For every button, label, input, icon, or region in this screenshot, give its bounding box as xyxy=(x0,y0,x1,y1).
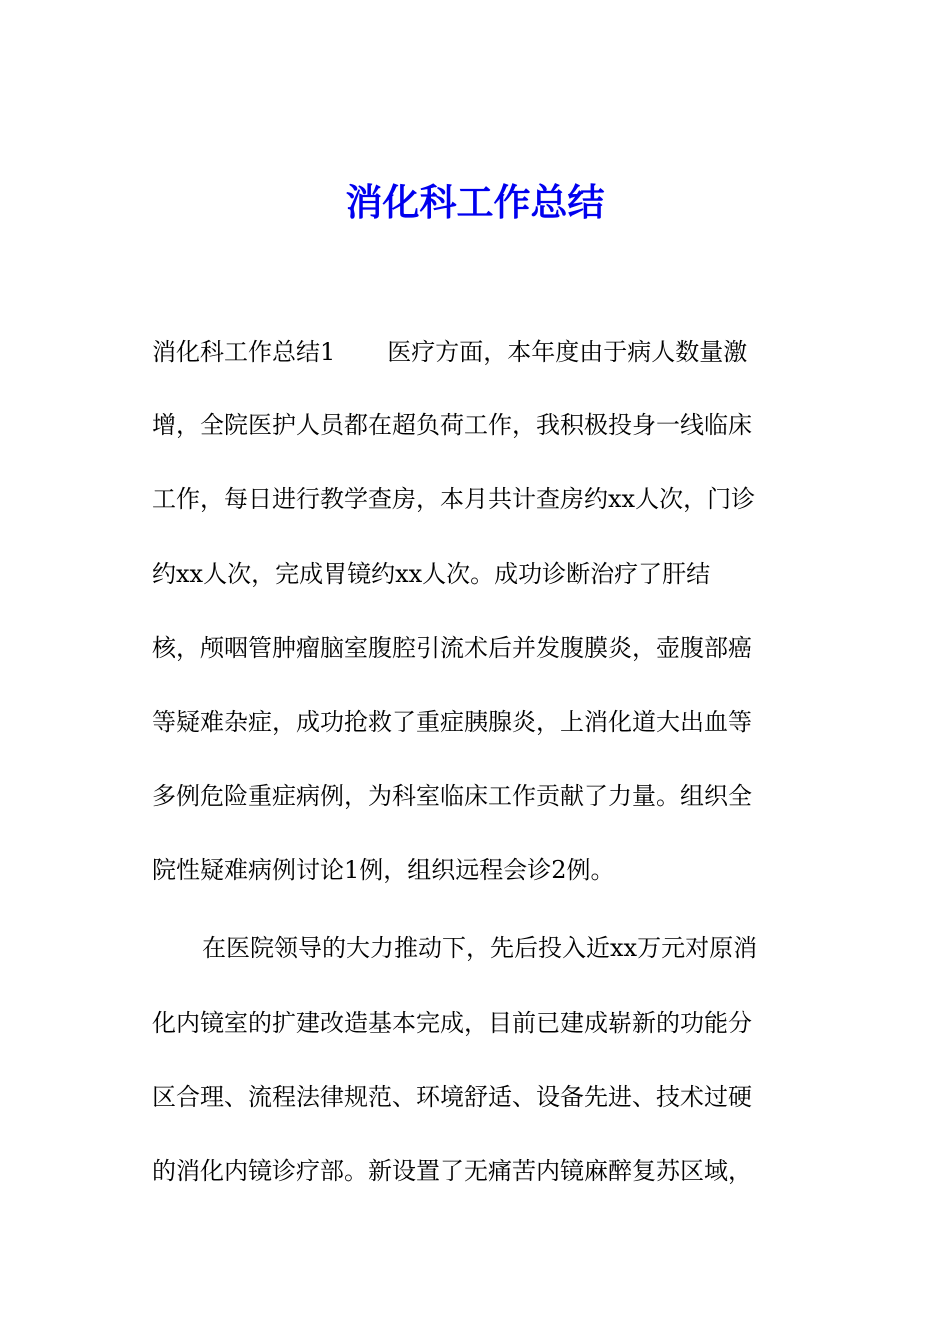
paragraph-1-line-5: 核，颅咽管肿瘤脑室腹腔引流术后并发腹膜炎，壶腹部癌 xyxy=(152,634,752,662)
paragraph-1-line-7: 多例危险重症病例，为科室临床工作贡献了力量。组织全 xyxy=(152,782,752,810)
paragraph-1-line-8: 院性疑难病例讨论1例，组织远程会诊2例。 xyxy=(152,856,615,884)
paragraph-1-line-1 xyxy=(152,334,812,370)
paragraph-2-first-line-text: 在医院领导的大力推动下，先后投入近xx万元对原消 xyxy=(202,934,758,962)
paragraph-2-line-3: 区合理、流程法律规范、环境舒适、设备先进、技术过硬 xyxy=(152,1083,752,1111)
paragraph-1-line-6: 等疑难杂症，成功抢救了重症胰腺炎，上消化道大出血等 xyxy=(152,708,752,736)
document-title: 消化科工作总结 xyxy=(345,180,605,224)
paragraph-1-line-3: 工作，每日进行教学查房，本月共计查房约xx人次，门诊 xyxy=(152,485,756,513)
paragraph-1-first-line-text: 医疗方面，本年度由于病人数量激 xyxy=(387,338,748,366)
section-heading: 消化科工作总结1 xyxy=(152,338,336,366)
paragraph-1-line-2: 增，全院医护人员都在超负荷工作，我积极投身一线临床 xyxy=(152,411,752,439)
paragraph-2-line-4: 的消化内镜诊疗部。新设置了无痛苦内镜麻醉复苏区域， xyxy=(152,1157,752,1185)
paragraph-2-line-2: 化内镜室的扩建改造基本完成，目前已建成崭新的功能分 xyxy=(152,1009,752,1037)
paragraph-1-line-4: 约xx人次，完成胃镜约xx人次。成功诊断治疗了肝结 xyxy=(152,560,711,588)
paragraph-2-line-1 xyxy=(152,930,812,966)
